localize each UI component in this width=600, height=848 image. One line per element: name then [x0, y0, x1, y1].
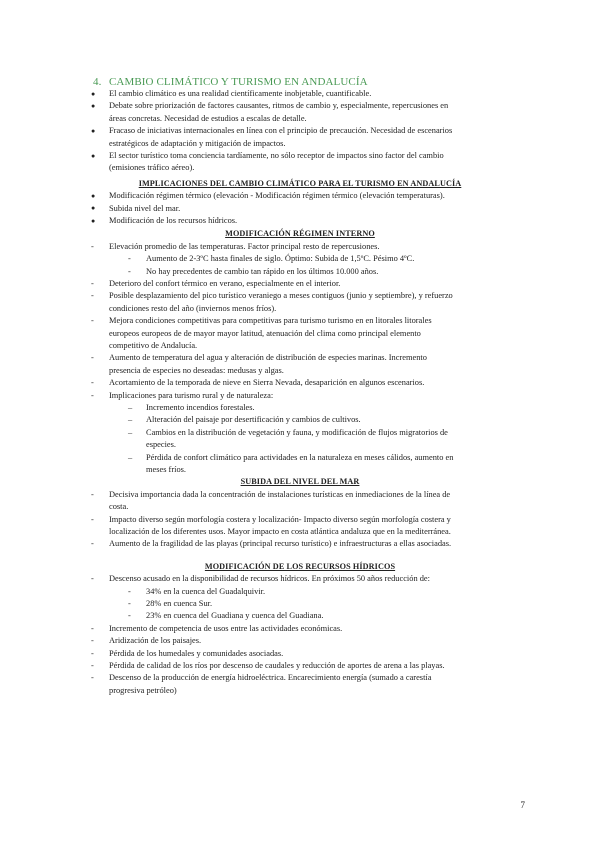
regimen-item-text: Mejora condiciones competitivas para competitivas para turismo turismo en en litorales litorales [109, 316, 432, 326]
dash-icon: - [91, 661, 94, 670]
dash-icon: - [91, 378, 94, 388]
dash-icon: - [91, 539, 94, 549]
water-item-text: Incremento de competencia de usos entre las actividades económicas. [109, 623, 343, 633]
regimen-item-text: Posible desplazamiento del pico turístico veraniego a meses contiguos (junio y septiembre), y refuerzo [109, 291, 453, 301]
water-item-text: Pérdida de calidad de los ríos por descenso de caudales y reducción de aportes de arena a las playas. [109, 661, 445, 670]
implication-bullet-text: Subida nivel del mar. [109, 203, 181, 213]
dash-icon: - [91, 316, 94, 326]
regimen-item-text: No hay precedentes de cambio tan rápido en los últimos 10.000 años. [146, 266, 379, 276]
intro-bullet-text: Fracaso de iniciativas internacionales en línea con el principio de precaución. Necesidad de escenarios [109, 126, 453, 136]
dash-icon: – [128, 427, 133, 437]
water-item-text: 34% en la cuenca del Guadalquivir. [146, 586, 266, 596]
sea-level-item-text: Aumento de la fragilidad de las playas (principal recurso turístico) e infraestructuras a ellas asociadas. [109, 539, 452, 549]
dash-icon: – [128, 403, 133, 412]
intro-bullet-text: estratégicos de adaptación y mitigación de impactos. [109, 138, 286, 148]
dash-icon: - [91, 241, 94, 251]
dash-icon: – [128, 415, 133, 425]
subsection-title: MODIFICACIÓN RÉGIMEN INTERNO [225, 229, 375, 239]
water-item-text: Descenso acusado en la disponibilidad de recursos hídricos. En próximos 50 años reducción de: [109, 574, 430, 584]
section-heading [93, 76, 368, 88]
dash-icon: - [91, 489, 94, 499]
bullet-icon: ● [91, 151, 96, 160]
regimen-item-text: europeos europeos de de mayor mayor latitud, atenuación del clima como principal elemento [109, 328, 421, 338]
water-item-text: Descenso de la producción de energía hidroeléctrica. Encarecimiento energía (sumado a carestía [109, 673, 432, 683]
bullet-icon: ● [91, 204, 96, 213]
intro-bullet-text: El sector turístico toma conciencia tardíamente, no sólo receptor de impactos sino factor del cambio [109, 151, 444, 160]
regimen-item-text: Aumento de temperatura del agua y alteración de distribución de especies marinas. Incremento [109, 353, 427, 363]
bullet-icon: ● [91, 89, 96, 98]
regimen-item-text: competitivo de Andalucía. [109, 341, 198, 350]
intro-bullet-text: (emisiones tráfico aéreo). [109, 163, 195, 173]
implication-bullet-text: Modificación de los recursos hídricos. [109, 216, 238, 225]
dash-icon: - [128, 266, 131, 276]
regimen-item-text: Incremento incendios forestales. [146, 403, 255, 412]
sea-level-item-text: Decisiva importancia dada la concentración de instalaciones turísticas en inmediaciones de la línea de [109, 489, 451, 499]
sea-level-item-text: costa. [109, 502, 129, 512]
dash-icon: - [91, 390, 94, 400]
dash-icon: - [91, 353, 94, 363]
dash-icon: - [91, 574, 94, 584]
dash-icon: - [91, 648, 94, 658]
subsection-title: MODIFICACIÓN DE LOS RECURSOS HÍDRICOS [204, 561, 396, 571]
dash-icon: - [128, 599, 131, 608]
regimen-item-text: Aumento de 2-3ºC hasta finales de siglo. Óptimo: Subida de 1,5ºC. Pésimo 4ºC. [146, 254, 415, 264]
regimen-item-text: Alteración del paisaje por desertificación y cambios de cultivos. [146, 415, 361, 425]
intro-bullet-text: El cambio climático es una realidad científicamente inobjetable, cuantificable. [109, 89, 372, 98]
dash-icon: - [91, 279, 94, 288]
bullet-icon: ● [91, 216, 96, 225]
regimen-item-text: especies. [146, 440, 176, 450]
heading-number: 4. [93, 76, 102, 88]
dash-icon: - [91, 514, 94, 524]
dash-icon: - [128, 586, 131, 596]
regimen-item-text: Elevación promedio de las temperaturas. Factor principal resto de repercusiones. [109, 241, 380, 251]
water-item-text: Aridización de los paisajes. [109, 636, 202, 646]
dash-icon: - [128, 611, 131, 621]
regimen-item-text: Implicaciones para turismo rural y de naturaleza: [109, 390, 274, 400]
bullet-icon: ● [91, 101, 96, 110]
dash-icon: – [128, 452, 133, 462]
regimen-item-text: presencia de especies no deseadas: medusas y algas. [109, 365, 284, 375]
regimen-item-text: meses fríos. [146, 465, 187, 474]
water-item-text: 28% en cuenca Sur. [146, 599, 213, 608]
dash-icon: - [128, 254, 131, 264]
dash-icon: - [91, 673, 94, 683]
bullet-icon: ● [91, 191, 96, 200]
subsection-title: SUBIDA DEL NIVEL DEL MAR [240, 477, 360, 487]
intro-bullet-text: Debate sobre priorización de factores causantes, ritmos de cambio y, especialmente, repercusiones en [109, 101, 449, 111]
regimen-item-text: Pérdida de confort climático para actividades en la naturaleza en meses cálidos, aumento en [146, 452, 454, 462]
dash-icon: - [91, 291, 94, 301]
page-number: 7 [520, 800, 525, 810]
regimen-item-text: condiciones resto del año (inviernos menos fríos). [109, 303, 277, 313]
water-item-text: progresiva petróleo) [109, 685, 177, 695]
regimen-item-text: Cambios en la distribución de vegetación y fauna, y modificación de flujos migratorios de [146, 427, 448, 437]
dash-icon: - [91, 636, 94, 646]
heading-title: CAMBIO CLIMÁTICO Y TURISMO EN ANDALUCÍA [109, 76, 368, 88]
implication-bullet-text: Modificación régimen térmico (elevación - Modificación régimen térmico (elevación temperaturas). [109, 191, 445, 201]
water-item-text: 23% en cuenca del Guadiana y cuenca del Guadiana. [146, 611, 324, 621]
sea-level-item-text: Impacto diverso según morfología costera y localización- Impacto diverso según morfología costera y [109, 514, 451, 524]
regimen-item-text: Deterioro del confort térmico en verano, especialmente en el interior. [109, 279, 341, 288]
intro-bullet-text: áreas concretas. Necesidad de estudios a escalas de detalle. [109, 113, 307, 123]
sea-level-item-text: localización de los diferentes usos. Mayor impacto en costa atlántica andaluza que en la mediterránea. [109, 527, 451, 536]
regimen-item-text: Acortamiento de la temporada de nieve en Sierra Nevada, desaparición en algunos escenarios. [109, 378, 425, 388]
bullet-icon: ● [91, 126, 96, 135]
subsection-title: IMPLICACIONES DEL CAMBIO CLIMÁTICO PARA EL TURISMO EN ANDALUCÍA [138, 178, 462, 188]
dash-icon: - [91, 623, 94, 633]
water-item-text: Pérdida de los humedales y comunidades asociadas. [109, 648, 284, 658]
